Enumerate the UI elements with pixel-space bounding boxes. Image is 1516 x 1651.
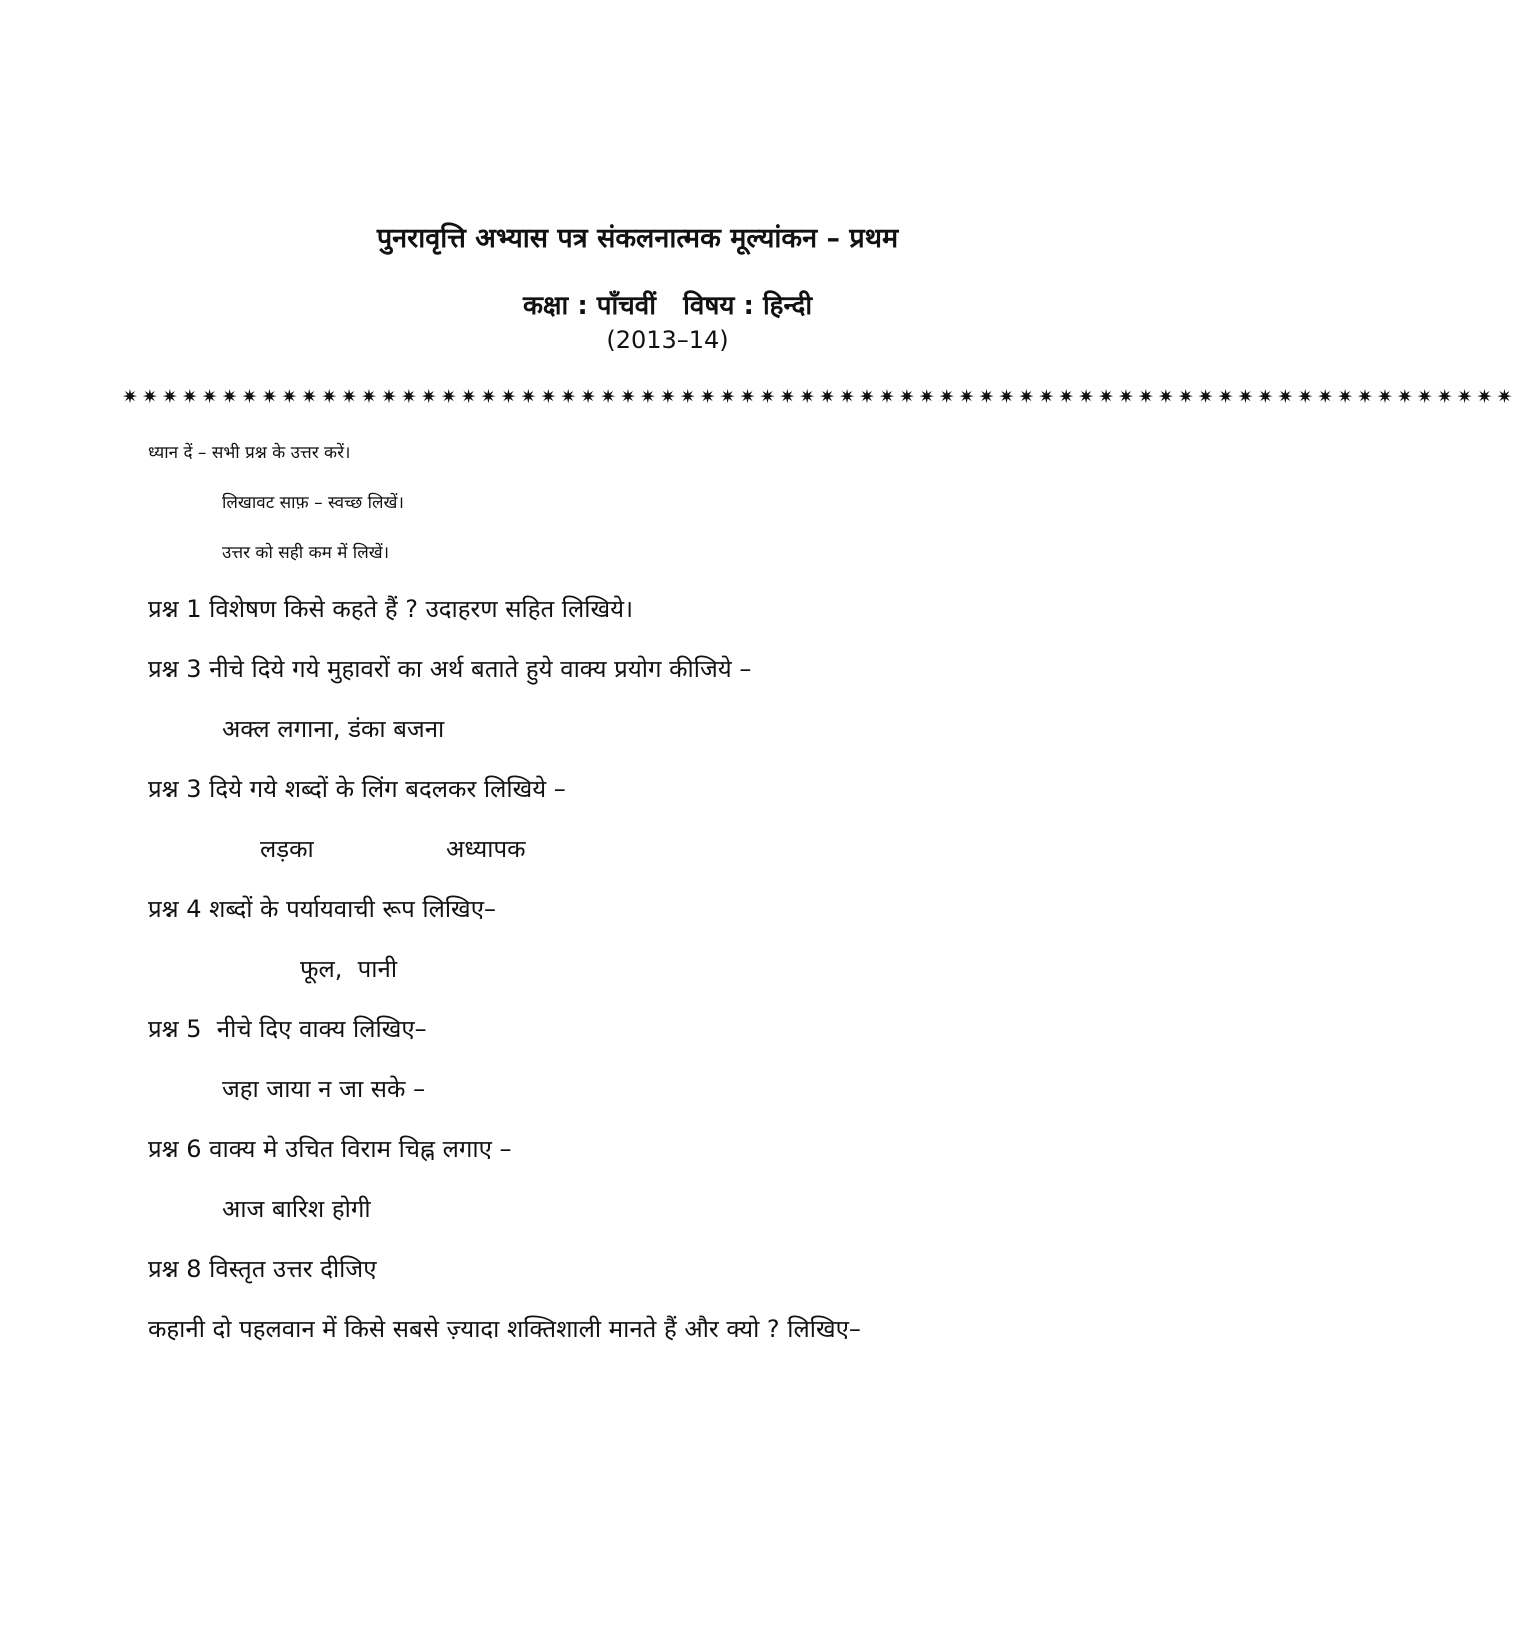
question-5-items: जहा जाया न जा सके – [222, 1075, 426, 1103]
question-3-item-2: अध्यापक [446, 835, 526, 863]
class-subject-line: कक्षा : पाँचवीं विषय : हिन्दी [522, 291, 813, 321]
question-4-items: फूल, पानी [300, 955, 398, 983]
instruction-3: उत्तर को सही कम में लिखें। [222, 543, 390, 563]
question-2: प्रश्न 3 नीचे दिये गये मुहावरों का अर्थ बताते हुये वाक्य प्रयोग कीजिये – [148, 655, 752, 683]
instruction-2: लिखावट साफ़ – स्वच्छ लिखें। [222, 493, 404, 513]
page-title: पुनरावृत्ति अभ्यास पत्र संकलनात्मक मूल्यांकन – प्रथम [376, 223, 899, 254]
question-3-item-1: लड़का [260, 835, 314, 863]
question-4: प्रश्न 4 शब्दों के पर्यायवाची रूप लिखिए– [148, 895, 496, 923]
question-5: प्रश्न 5 नीचे दिए वाक्य लिखिए– [148, 1015, 427, 1043]
question-2-items: अक्ल लगाना, डंका बजना [222, 715, 445, 743]
question-8-items: कहानी दो पहलवान में किसे सबसे ज़्यादा शक्तिशाली मानते हैं और क्यो ? लिखिए– [148, 1315, 861, 1343]
star-separator: ✷✷✷✷✷✷✷✷✷✷✷✷✷✷✷✷✷✷✷✷✷✷✷✷✷✷✷✷✷✷✷✷✷✷✷✷✷✷✷✷✷✷✷✷✷✷✷✷✷✷✷✷✷✷✷✷✷✷✷✷✷✷✷✷✷✷✷✷✷✷ [122, 386, 1516, 408]
question-8: प्रश्न 8 विस्तृत उत्तर दीजिए [148, 1255, 377, 1283]
year-line: (2013–14) [606, 326, 729, 354]
question-6-items: आज बारिश होगी [222, 1195, 371, 1223]
question-3: प्रश्न 3 दिये गये शब्दों के लिंग बदलकर लिखिये – [148, 775, 566, 803]
question-6: प्रश्न 6 वाक्य मे उचित विराम चिह्न लगाए – [148, 1135, 512, 1163]
instruction-1: ध्यान दें – सभी प्रश्न के उत्तर करें। [148, 443, 351, 463]
question-1: प्रश्न 1 विशेषण किसे कहते हैं ? उदाहरण सहित लिखिये। [148, 595, 634, 623]
